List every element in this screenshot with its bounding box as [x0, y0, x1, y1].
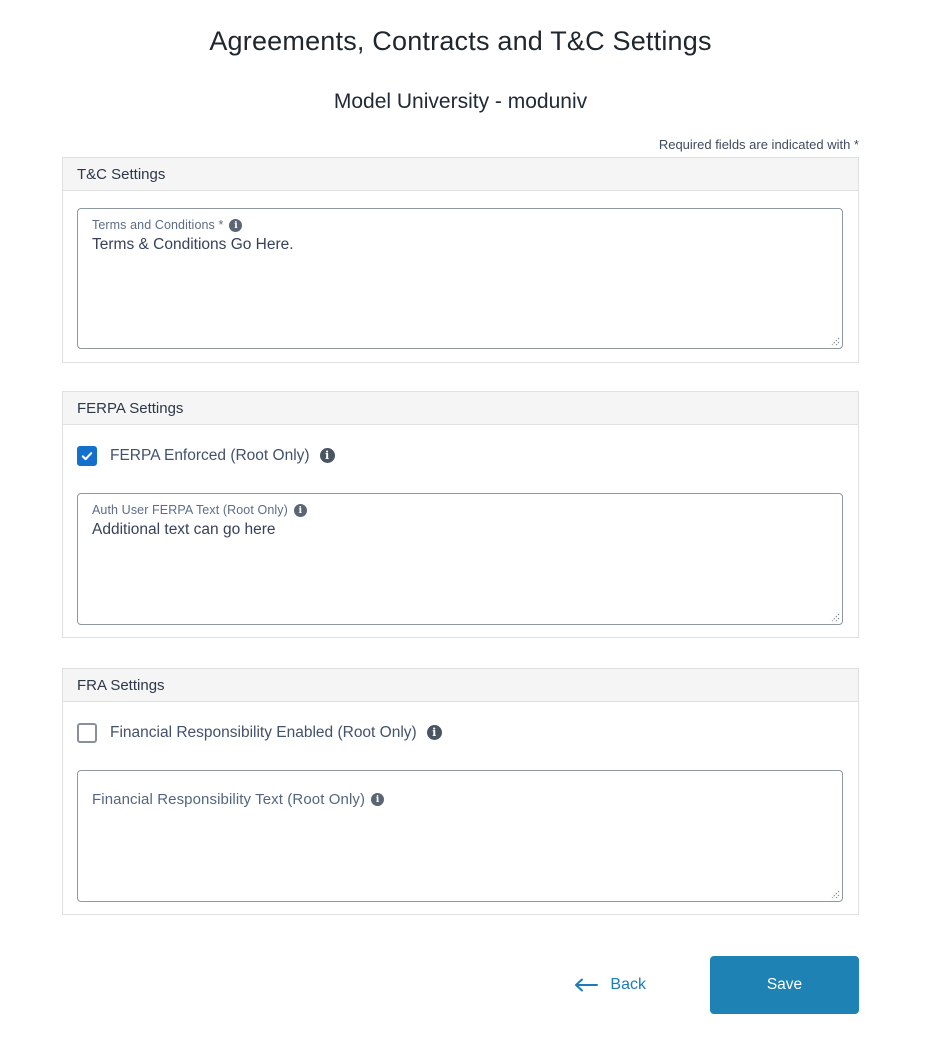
info-icon[interactable] — [320, 448, 335, 463]
auth-user-ferpa-textarea[interactable] — [92, 520, 828, 616]
section-tc-header: T&C Settings — [63, 158, 858, 191]
resize-handle-icon[interactable] — [830, 889, 840, 899]
save-button[interactable]: Save — [710, 956, 859, 1014]
checkmark-icon — [80, 449, 94, 463]
resize-handle-icon[interactable] — [830, 612, 840, 622]
section-fra-settings — [62, 668, 859, 915]
arrow-left-icon — [572, 977, 599, 993]
ferpa-enforced-row — [77, 445, 843, 466]
resize-handle-icon[interactable] — [830, 336, 840, 346]
ferpa-enforced-label: FERPA Enforced (Root Only) — [110, 446, 310, 464]
org-subtitle: Model University - moduniv — [333, 90, 588, 113]
financial-responsibility-textarea[interactable] — [92, 811, 828, 893]
info-icon[interactable] — [294, 504, 307, 517]
section-ferpa-settings — [62, 391, 859, 638]
auth-user-ferpa-text-field — [77, 493, 843, 625]
info-icon[interactable] — [229, 219, 242, 232]
main-content — [62, 26, 859, 1014]
financial-responsibility-enabled-label: Financial Responsibility Enabled (Root Only) — [110, 723, 417, 741]
section-tc-settings — [62, 157, 859, 363]
financial-responsibility-enabled-checkbox[interactable] — [77, 723, 97, 743]
auth-user-ferpa-text-label: Auth User FERPA Text (Root Only) — [92, 503, 288, 517]
financial-responsibility-enabled-row — [77, 722, 843, 743]
section-ferpa-header: FERPA Settings — [63, 392, 858, 425]
info-icon[interactable] — [427, 725, 442, 740]
terms-and-conditions-label: Terms and Conditions * — [92, 218, 224, 232]
back-button[interactable] — [572, 976, 646, 994]
section-fra-header: FRA Settings — [63, 669, 858, 702]
financial-responsibility-text-label: Financial Responsibility Text (Root Only) — [92, 791, 366, 808]
terms-and-conditions-textarea[interactable] — [92, 235, 828, 340]
footer-actions — [62, 956, 859, 1014]
page-title: Agreements, Contracts and T&C Settings — [209, 26, 712, 56]
required-fields-note: Required fields are indicated with * — [658, 137, 859, 152]
back-button-label: Back — [610, 976, 646, 993]
info-icon[interactable] — [371, 793, 384, 806]
terms-and-conditions-field — [77, 208, 843, 349]
ferpa-enforced-checkbox[interactable] — [77, 446, 97, 466]
financial-responsibility-text-field — [77, 770, 843, 902]
